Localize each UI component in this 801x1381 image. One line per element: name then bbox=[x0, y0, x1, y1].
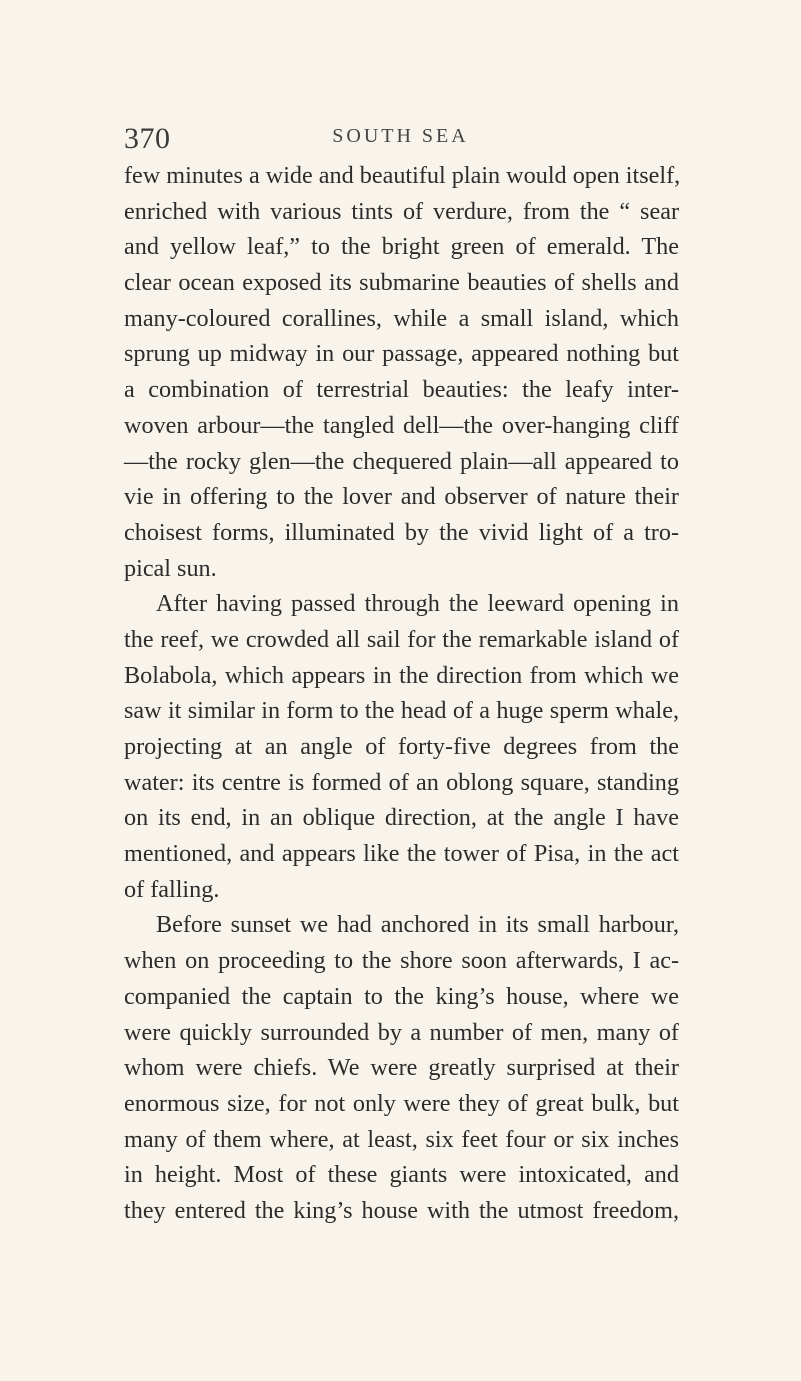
body-text bbox=[124, 158, 679, 1229]
text-line: of falling. bbox=[124, 875, 220, 903]
text-line: whom were chiefs. We were greatly surprised at their bbox=[124, 1054, 679, 1082]
text-line: when on proceeding to the shore soon afterwards, I ac- bbox=[124, 947, 679, 975]
text-line: projecting at an angle of forty-five degrees from the bbox=[124, 733, 679, 760]
text-line: clear ocean exposed its submarine beauties of shells and bbox=[124, 269, 679, 297]
text-line: enormous size, for not only were they of great bulk, but bbox=[124, 1089, 679, 1117]
text-line: Before sunset we had anchored in its small harbour, bbox=[156, 911, 679, 939]
text-line: many-coloured corallines, while a small island, which bbox=[124, 304, 679, 332]
text-line: vie in offering to the lover and observer of nature their bbox=[124, 483, 679, 511]
text-line: choisest forms, illuminated by the vivid light of a tro- bbox=[124, 518, 679, 546]
text-line: enriched with various tints of verdure, from the “ sear bbox=[124, 197, 679, 225]
text-line: on its end, in an oblique direction, at the angle I have bbox=[124, 804, 679, 832]
text-line: in height. Most of these giants were intoxicated, and bbox=[124, 1161, 679, 1189]
text-line: —the rocky glen—the chequered plain—all appeared to bbox=[124, 447, 679, 475]
text-line: many of them where, at least, six feet four or six inches bbox=[124, 1125, 679, 1153]
text-line: sprung up midway in our passage, appeared nothing but bbox=[124, 340, 679, 368]
page-number: 370 bbox=[124, 122, 171, 155]
page-header bbox=[0, 122, 801, 162]
text-line: Bolabola, which appears in the direction from which we bbox=[124, 661, 679, 689]
text-line: After having passed through the leeward opening in bbox=[156, 590, 679, 618]
text-line: companied the captain to the king’s house, where we bbox=[124, 982, 679, 1010]
text-line: few minutes a wide and beautiful plain would open itself, bbox=[124, 162, 681, 189]
text-line: a combination of terrestrial beauties: the leafy inter- bbox=[124, 376, 679, 404]
text-line: they entered the king’s house with the utmost freedom, bbox=[124, 1196, 679, 1224]
text-line: and yellow leaf,” to the bright green of emerald. The bbox=[124, 233, 679, 261]
text-line: water: its centre is formed of an oblong square, standing bbox=[124, 768, 679, 796]
text-line: woven arbour—the tangled dell—the over-hanging cliff bbox=[124, 411, 679, 439]
text-line: pical sun. bbox=[124, 554, 217, 582]
text-line: mentioned, and appears like the tower of Pisa, in the act bbox=[124, 840, 679, 868]
text-line: the reef, we crowded all sail for the remarkable island of bbox=[124, 625, 679, 653]
text-line: saw it similar in form to the head of a huge sperm whale, bbox=[124, 697, 679, 725]
running-head: SOUTH SEA bbox=[332, 125, 469, 147]
text-line: were quickly surrounded by a number of men, many of bbox=[124, 1018, 679, 1046]
